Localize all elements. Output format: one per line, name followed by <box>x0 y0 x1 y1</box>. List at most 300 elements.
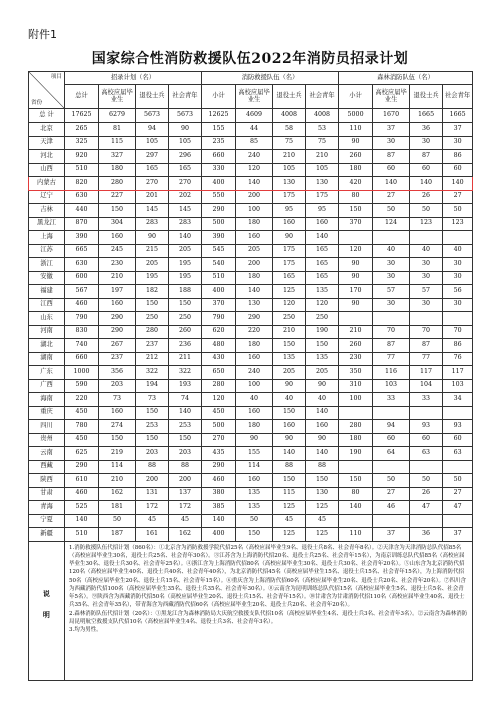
table-cell: 140 <box>410 177 443 191</box>
table-cell: 135 <box>236 487 273 501</box>
table-cell: 125 <box>306 501 339 515</box>
province-name: 天津 <box>29 136 65 150</box>
table-cell: 162 <box>169 528 202 542</box>
header-col-vet: 退役士兵 <box>273 85 306 109</box>
table-cell: 36 <box>410 123 443 137</box>
province-name: 黑龙江 <box>29 217 65 231</box>
table-cell: 40 <box>273 393 306 407</box>
header-item-label: 项目 <box>50 74 62 80</box>
table-cell: 165 <box>306 271 339 285</box>
table-cell: 180 <box>236 420 273 434</box>
table-cell: 70 <box>373 325 410 339</box>
header-province-label: 省份 <box>31 99 43 106</box>
header-group-forest: 森林消防队伍（名） <box>339 72 473 85</box>
table-cell: 620 <box>202 325 236 339</box>
table-cell: 87 <box>373 150 410 164</box>
table-cell: 780 <box>65 420 99 434</box>
table-cell: 790 <box>202 312 236 326</box>
table-cell: 510 <box>65 163 99 177</box>
table-cell: 85 <box>236 136 273 150</box>
table-cell <box>339 312 373 326</box>
table-cell <box>373 312 410 326</box>
table-cell: 150 <box>169 298 202 312</box>
table-cell: 240 <box>236 366 273 380</box>
table-cell: 280 <box>136 325 169 339</box>
table-cell: 26 <box>410 190 443 204</box>
province-name: 贵州 <box>29 433 65 447</box>
table-cell: 125 <box>273 528 306 542</box>
table-cell <box>339 514 373 528</box>
table-cell: 33 <box>373 393 410 407</box>
table-cell <box>443 231 473 245</box>
table-row <box>29 379 473 393</box>
table-cell: 140 <box>236 285 273 299</box>
table-cell: 660 <box>65 352 99 366</box>
table-cell: 30 <box>443 298 473 312</box>
table-cell: 27 <box>373 487 410 501</box>
header-group-fire: 消防救援队伍（名） <box>202 72 339 85</box>
table-cell: 870 <box>65 217 99 231</box>
table-cell: 175 <box>273 244 306 258</box>
table-cell: 175 <box>273 258 306 272</box>
table-cell: 150 <box>99 433 136 447</box>
table-cell: 26 <box>410 487 443 501</box>
table-cell: 80 <box>339 487 373 501</box>
table-cell: 400 <box>202 285 236 299</box>
table-cell: 94 <box>136 123 169 137</box>
total-value: 4008 <box>306 109 339 123</box>
table-cell: 280 <box>99 177 136 191</box>
table-cell: 135 <box>273 352 306 366</box>
table-cell: 125 <box>273 501 306 515</box>
table-cell: 140 <box>306 406 339 420</box>
table-cell: 205 <box>236 244 273 258</box>
table-cell: 123 <box>410 217 443 231</box>
table-cell: 181 <box>99 501 136 515</box>
table-cell <box>373 406 410 420</box>
table-cell <box>339 231 373 245</box>
table-cell: 460 <box>202 474 236 488</box>
table-cell: 117 <box>443 366 473 380</box>
table-cell: 30 <box>443 271 473 285</box>
table-row <box>29 271 473 285</box>
table-cell: 250 <box>169 312 202 326</box>
table-cell: 73 <box>99 393 136 407</box>
table-cell: 330 <box>202 163 236 177</box>
table-cell: 60 <box>410 163 443 177</box>
header-col-youth: 社会青年 <box>443 85 473 109</box>
table-cell: 124 <box>373 217 410 231</box>
table-cell <box>443 514 473 528</box>
table-cell <box>443 460 473 474</box>
table-row <box>29 136 473 150</box>
table-cell: 625 <box>65 447 99 461</box>
table-cell: 820 <box>65 177 99 191</box>
table-cell: 182 <box>136 285 169 299</box>
total-value: 5000 <box>339 109 373 123</box>
table-cell: 50 <box>373 474 410 488</box>
table-cell: 203 <box>169 447 202 461</box>
province-name: 山西 <box>29 163 65 177</box>
table-cell: 135 <box>306 285 339 299</box>
table-cell: 40 <box>410 244 443 258</box>
province-name: 西藏 <box>29 460 65 474</box>
table-cell: 219 <box>99 447 136 461</box>
province-name: 重庆 <box>29 406 65 420</box>
table-cell: 37 <box>373 123 410 137</box>
table-cell: 197 <box>99 285 136 299</box>
table-cell: 155 <box>202 123 236 137</box>
total-value: 5673 <box>169 109 202 123</box>
province-name: 安徽 <box>29 271 65 285</box>
table-cell <box>443 406 473 420</box>
table-cell: 510 <box>65 528 99 542</box>
table-cell: 150 <box>236 528 273 542</box>
table-cell: 120 <box>306 298 339 312</box>
table-cell: 88 <box>169 460 202 474</box>
table-cell: 280 <box>202 379 236 393</box>
province-name: 吉林 <box>29 204 65 218</box>
table-cell: 150 <box>306 339 339 353</box>
table-cell <box>443 312 473 326</box>
table-cell: 210 <box>306 150 339 164</box>
table-cell: 50 <box>236 514 273 528</box>
total-value: 6279 <box>99 109 136 123</box>
table-cell: 104 <box>410 379 443 393</box>
table-cell: 75 <box>273 136 306 150</box>
table-cell: 240 <box>236 150 273 164</box>
table-cell: 45 <box>306 514 339 528</box>
table-cell: 36 <box>410 528 443 542</box>
table-cell: 88 <box>306 460 339 474</box>
table-cell: 145 <box>169 204 202 218</box>
table-cell <box>410 514 443 528</box>
table-cell: 430 <box>202 352 236 366</box>
table-cell: 37 <box>443 123 473 137</box>
table-cell: 170 <box>339 285 373 299</box>
table-row <box>29 123 473 137</box>
table-cell: 210 <box>339 325 373 339</box>
table-cell: 270 <box>202 433 236 447</box>
table-row <box>29 163 473 177</box>
table-cell: 370 <box>339 217 373 231</box>
table-cell: 260 <box>339 150 373 164</box>
table-cell: 114 <box>99 460 136 474</box>
table-cell: 57 <box>373 285 410 299</box>
table-cell: 280 <box>339 420 373 434</box>
header-col-grad: 高校应届毕业生 <box>236 85 273 109</box>
table-row <box>29 312 473 326</box>
table-row <box>29 298 473 312</box>
province-name: 青海 <box>29 501 65 515</box>
table-cell: 30 <box>373 298 410 312</box>
note-line: 2.森林消防队伍代招计划（20名）：①黑龙江含为森林消防局大庆航空救援支队代招10名（高校应届毕业生4名、退役士兵3名、社会青年3名）。②云南含为森林消防局昆明航空救援支队代招10名（高校应届毕业生4名、退役士兵3名、社会青年3名）。 <box>69 610 468 625</box>
table-cell: 50 <box>410 204 443 218</box>
table-cell: 160 <box>236 474 273 488</box>
table-cell: 105 <box>169 136 202 150</box>
province-name: 上海 <box>29 231 65 245</box>
table-row <box>29 433 473 447</box>
table-cell: 160 <box>99 231 136 245</box>
table-cell: 235 <box>202 136 236 150</box>
table-cell: 350 <box>339 366 373 380</box>
table-cell: 215 <box>136 244 169 258</box>
table-cell: 253 <box>136 420 169 434</box>
table-cell: 80 <box>339 190 373 204</box>
table-cell: 30 <box>443 258 473 272</box>
table-cell: 125 <box>306 528 339 542</box>
table-cell: 50 <box>443 204 473 218</box>
recruitment-table <box>28 71 473 681</box>
table-cell: 47 <box>410 501 443 515</box>
table-cell: 270 <box>136 177 169 191</box>
table-cell: 37 <box>443 528 473 542</box>
table-cell: 105 <box>136 136 169 150</box>
table-row <box>29 460 473 474</box>
table-cell: 110 <box>339 528 373 542</box>
table-cell: 87 <box>373 339 410 353</box>
table-cell: 90 <box>273 433 306 447</box>
table-cell: 230 <box>99 258 136 272</box>
table-cell: 390 <box>65 231 99 245</box>
table-cell: 194 <box>136 379 169 393</box>
table-cell: 77 <box>410 352 443 366</box>
table-cell: 195 <box>169 271 202 285</box>
province-name: 四川 <box>29 420 65 434</box>
table-cell: 160 <box>236 231 273 245</box>
table-cell: 610 <box>65 474 99 488</box>
table-cell: 165 <box>136 163 169 177</box>
table-cell: 95 <box>306 204 339 218</box>
table-cell: 73 <box>136 393 169 407</box>
table-cell <box>339 406 373 420</box>
table-cell: 253 <box>169 420 202 434</box>
table-cell: 45 <box>136 514 169 528</box>
province-name: 云南 <box>29 447 65 461</box>
table-cell: 190 <box>306 325 339 339</box>
table-cell: 125 <box>273 285 306 299</box>
table-cell: 94 <box>373 420 410 434</box>
table-cell: 130 <box>273 177 306 191</box>
table-cell: 203 <box>136 447 169 461</box>
table-cell: 30 <box>373 136 410 150</box>
table-row <box>29 352 473 366</box>
table-cell: 45 <box>273 514 306 528</box>
table-cell: 227 <box>99 190 136 204</box>
table-cell: 90 <box>273 231 306 245</box>
table-cell <box>410 460 443 474</box>
table-cell: 220 <box>65 393 99 407</box>
table-cell: 202 <box>169 190 202 204</box>
table-cell <box>410 312 443 326</box>
table-cell: 290 <box>236 312 273 326</box>
table-cell: 70 <box>443 325 473 339</box>
table-cell: 161 <box>136 528 169 542</box>
table-cell: 440 <box>65 204 99 218</box>
table-cell <box>410 406 443 420</box>
table-cell: 140 <box>273 447 306 461</box>
header-col-youth: 社会青年 <box>306 85 339 109</box>
table-cell: 27 <box>373 190 410 204</box>
table-cell: 830 <box>65 325 99 339</box>
total-value: 4008 <box>273 109 306 123</box>
table-cell: 600 <box>65 271 99 285</box>
table-cell: 90 <box>339 136 373 150</box>
table-cell: 150 <box>136 433 169 447</box>
table-cell: 460 <box>65 298 99 312</box>
table-cell: 160 <box>236 406 273 420</box>
table-cell: 172 <box>136 501 169 515</box>
table-cell: 87 <box>410 339 443 353</box>
table-row <box>29 528 473 542</box>
table-cell: 205 <box>306 366 339 380</box>
table-cell: 30 <box>410 136 443 150</box>
table-cell: 205 <box>273 366 306 380</box>
table-cell: 211 <box>169 352 202 366</box>
table-row <box>29 393 473 407</box>
table-cell: 30 <box>410 271 443 285</box>
annex-label: 附件1 <box>28 28 57 41</box>
table-cell: 310 <box>339 379 373 393</box>
header-col-total: 总计 <box>65 85 99 109</box>
table-cell: 140 <box>65 514 99 528</box>
table-cell: 140 <box>202 514 236 528</box>
table-cell: 150 <box>273 474 306 488</box>
table-cell: 200 <box>169 474 202 488</box>
table-cell: 237 <box>136 339 169 353</box>
table-row <box>29 217 473 231</box>
table-cell: 140 <box>236 177 273 191</box>
table-cell: 270 <box>169 177 202 191</box>
table-row <box>29 244 473 258</box>
table-cell: 283 <box>136 217 169 231</box>
notes-row <box>29 541 473 680</box>
table-cell: 90 <box>136 231 169 245</box>
table-cell: 510 <box>202 271 236 285</box>
table-cell: 250 <box>136 312 169 326</box>
province-name: 福建 <box>29 285 65 299</box>
table-cell: 790 <box>65 312 99 326</box>
table-cell: 40 <box>236 393 273 407</box>
province-name: 辽宁 <box>29 190 65 204</box>
table-cell: 250 <box>273 312 306 326</box>
table-cell: 322 <box>136 366 169 380</box>
total-value: 5673 <box>136 109 169 123</box>
table-cell: 188 <box>169 285 202 299</box>
table-row <box>29 366 473 380</box>
table-cell: 30 <box>410 298 443 312</box>
table-cell: 93 <box>443 420 473 434</box>
table-cell: 45 <box>169 514 202 528</box>
table-cell: 30 <box>443 136 473 150</box>
table-row <box>29 339 473 353</box>
total-value: 1665 <box>410 109 443 123</box>
table-cell: 250 <box>306 312 339 326</box>
table-cell: 90 <box>339 258 373 272</box>
total-value: 12625 <box>202 109 236 123</box>
table-cell: 140 <box>306 447 339 461</box>
table-cell: 420 <box>339 177 373 191</box>
table-cell: 480 <box>202 339 236 353</box>
table-cell: 60 <box>443 163 473 177</box>
table-cell: 93 <box>410 420 443 434</box>
table-cell: 86 <box>443 339 473 353</box>
table-cell: 155 <box>236 447 273 461</box>
table-cell: 390 <box>202 231 236 245</box>
province-name: 浙江 <box>29 258 65 272</box>
table-cell: 150 <box>273 339 306 353</box>
header-col-subtotal: 小计 <box>202 85 236 109</box>
province-name: 宁夏 <box>29 514 65 528</box>
province-name: 湖北 <box>29 339 65 353</box>
table-cell: 145 <box>136 204 169 218</box>
table-cell: 187 <box>99 528 136 542</box>
table-cell: 90 <box>339 298 373 312</box>
table-cell: 267 <box>99 339 136 353</box>
total-value: 1670 <box>373 109 410 123</box>
table-cell: 180 <box>99 163 136 177</box>
table-cell: 450 <box>202 406 236 420</box>
province-name: 甘肃 <box>29 487 65 501</box>
province-name: 湖南 <box>29 352 65 366</box>
table-cell: 90 <box>339 271 373 285</box>
table-cell: 150 <box>306 474 339 488</box>
table-cell: 210 <box>99 474 136 488</box>
table-cell: 100 <box>236 204 273 218</box>
table-cell: 172 <box>169 501 202 515</box>
table-cell: 180 <box>339 433 373 447</box>
notes-content <box>65 541 473 680</box>
table-row <box>29 231 473 245</box>
table-cell: 140 <box>169 231 202 245</box>
table-cell: 60 <box>443 433 473 447</box>
header-diagonal-cell <box>29 72 65 109</box>
table-cell: 160 <box>306 217 339 231</box>
province-name: 北京 <box>29 123 65 137</box>
table-cell: 400 <box>202 528 236 542</box>
table-cell: 130 <box>236 298 273 312</box>
table-cell: 50 <box>99 514 136 528</box>
table-cell: 150 <box>136 298 169 312</box>
table-row <box>29 258 473 272</box>
table-cell: 60 <box>373 163 410 177</box>
province-name: 新疆 <box>29 528 65 542</box>
table-cell: 195 <box>169 258 202 272</box>
table-cell: 450 <box>65 406 99 420</box>
table-cell: 260 <box>169 325 202 339</box>
table-cell: 140 <box>169 406 202 420</box>
table-row <box>29 501 473 515</box>
table-cell: 327 <box>99 150 136 164</box>
table-cell: 550 <box>202 190 236 204</box>
table-cell: 90 <box>236 433 273 447</box>
table-cell <box>373 231 410 245</box>
table-cell: 90 <box>273 379 306 393</box>
header-col-grad: 高校应届毕业生 <box>373 85 410 109</box>
table-cell: 567 <box>65 285 99 299</box>
table-cell: 175 <box>306 190 339 204</box>
table-row <box>29 447 473 461</box>
note-line: 1.消防救援队伍代招计划（860名）：①北京含为消防救援学院代招25名（高校应届毕业生9名、退役士兵8名、社会青年8名）。②天津含为天津消防总队代招85名（高校应届毕业生30名，退役士兵25名、社会青年30名）。③江苏含为上海消防代招20名、退役士兵25名、社会青年15名），为南京训练总队代招85名（高校应届毕业生30名、退役士兵30名、社会青年25名）。④浙江含为上海消防代招80名（高校应届毕业生30名、退役士兵30名、社会青年20名）。⑤山东含为北京消防代招120名（高校应届毕业生40名、退役士兵40名、社会青年40名），为北京消防代招45名（高校应届毕业生15名、退役士兵15名、社会青年15名），为上海消防代招50名（高校应届毕业生20名、退役士兵15名、社会青年15名）。⑥重庆含为上海消防代招60名（高校应届毕业生20名、退役士兵20名、社会青年20名）。⑦四川含为西藏消防代招100名（高校应届毕业生35名、退役士兵35名、社会青年30名）。⑧云南含为昆明训练总队代招15名（高校应届毕业生5名、退役士兵5名、社会青年5名）。⑨陕西含为西藏消防代招50名（高校应届毕业生20名、退役士兵15名、社会青年15名）。⑩甘肃含为甘肃消防代招110名（高校应届毕业生40名、退役士兵35名、社会青年35名），带青海含为西藏消防代招60名（高校应届毕业生20名、退役士兵20名、社会青年20名）。 <box>69 544 466 609</box>
table-cell: 165 <box>306 258 339 272</box>
table-cell: 540 <box>202 258 236 272</box>
table-cell: 46 <box>373 501 410 515</box>
table-cell: 304 <box>99 217 136 231</box>
table-row <box>29 406 473 420</box>
table-cell: 64 <box>373 447 410 461</box>
table-cell: 135 <box>306 352 339 366</box>
table-cell: 500 <box>202 217 236 231</box>
